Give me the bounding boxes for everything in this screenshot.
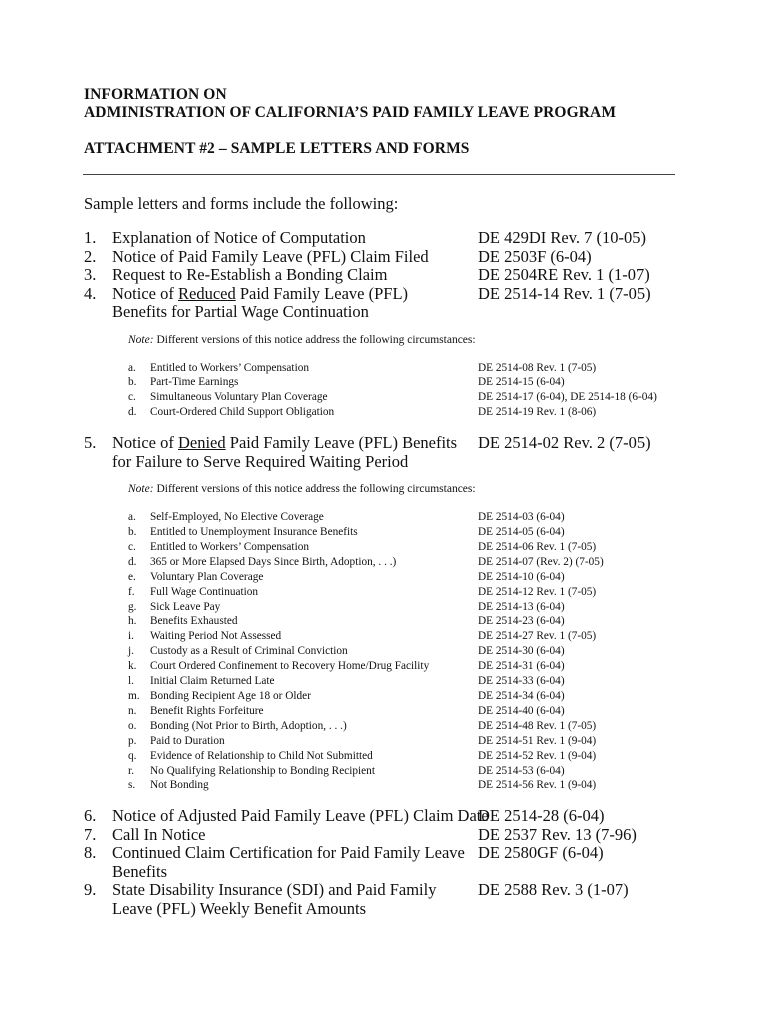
- title-text: Paid Family Leave (PFL) Benefits for Partial Wage Continuation: [112, 283, 409, 321]
- sub-text: Bonding (Not Prior to Birth, Adoption, . . .): [150, 719, 347, 732]
- sub-letter: c.: [128, 391, 136, 404]
- sub-list-item: [84, 525, 704, 540]
- sub-form-number: DE 2514-53 (6-04): [478, 764, 565, 777]
- sub-letter: h.: [128, 615, 137, 628]
- sub-letter: q.: [128, 749, 137, 762]
- sub-form-number: DE 2514-06 Rev. 1 (7-05): [478, 540, 597, 553]
- sub-letter: e.: [128, 570, 136, 583]
- item-title: Explanation of Notice of Computation: [112, 228, 366, 247]
- item-form-number: DE 2504RE Rev. 1 (1-07): [478, 265, 650, 284]
- sub-form-number: DE 2514-56 Rev. 1 (9-04): [478, 779, 597, 792]
- sub-list-item: [84, 734, 704, 749]
- divider-rule: [83, 174, 675, 175]
- sub-list-item: [84, 719, 704, 734]
- sub-form-number: DE 2514-15 (6-04): [478, 376, 565, 389]
- sub-letter: n.: [128, 704, 137, 717]
- sub-letter: c.: [128, 540, 136, 553]
- sub-text: Part-Time Earnings: [150, 376, 239, 389]
- sub-letter: b.: [128, 376, 137, 389]
- sub-text: Sick Leave Pay: [150, 600, 221, 613]
- sub-list-item: [84, 674, 704, 689]
- title-emphasis: Reduced: [177, 283, 236, 303]
- item-number: 5.: [84, 433, 97, 453]
- item-number: 8.: [84, 843, 97, 863]
- sub-list-item: [84, 361, 704, 376]
- sub-letter: l.: [128, 675, 134, 688]
- sub-letter: a.: [128, 361, 136, 374]
- sub-form-number: DE 2514-27 Rev. 1 (7-05): [478, 630, 597, 643]
- sub-list-item: [84, 614, 704, 629]
- item-form-number: DE 2514-28 (6-04): [478, 806, 605, 826]
- header-line-2: ADMINISTRATION OF CALIFORNIA’S PAID FAMILY LEAVE PROGRAM: [84, 104, 617, 121]
- sub-form-number: DE 2514-07 (Rev. 2) (7-05): [478, 555, 604, 568]
- item-title: [112, 285, 467, 322]
- item-form-number: DE 2503F (6-04): [478, 246, 592, 266]
- item-title: Request to Re-Establish a Bonding Claim: [112, 265, 388, 284]
- item-form-number: DE 2580GF (6-04): [478, 843, 604, 863]
- sub-text: Benefit Rights Forfeiture: [150, 704, 264, 717]
- item-title: Notice of Adjusted Paid Family Leave (PFL) Claim Date: [112, 806, 489, 826]
- note-text: Different versions of this notice address the following circumstances:: [153, 333, 476, 346]
- sub-form-number: DE 2514-48 Rev. 1 (7-05): [478, 719, 597, 732]
- item-number: 7.: [84, 824, 97, 844]
- item-title: Continued Claim Certification for Paid Family Leave Benefits: [112, 843, 465, 881]
- sub-form-number: DE 2514-33 (6-04): [478, 675, 565, 688]
- sub-letter: m.: [128, 690, 140, 702]
- sub-letter: j.: [128, 645, 134, 658]
- note-label: Note:: [128, 333, 154, 346]
- note: [128, 482, 704, 496]
- sub-form-number: DE 2514-10 (6-04): [478, 570, 565, 583]
- sub-list-item: [84, 659, 704, 674]
- sub-form-number: DE 2514-08 Rev. 1 (7-05): [478, 361, 597, 374]
- item-number: 2.: [84, 246, 97, 266]
- item-title: [112, 434, 467, 471]
- sub-letter: o.: [128, 719, 137, 732]
- note-text: Different versions of this notice address the following circumstances:: [153, 483, 476, 496]
- sub-text: Not Bonding: [150, 779, 209, 792]
- sub-letter: s.: [128, 779, 136, 792]
- sub-list-item: [84, 629, 704, 644]
- list-item: [84, 266, 704, 285]
- header-line-1: INFORMATION ON: [84, 86, 227, 103]
- sub-form-number: DE 2514-13 (6-04): [478, 600, 565, 613]
- sub-letter: k.: [128, 660, 137, 673]
- item-title: Call In Notice: [112, 824, 206, 844]
- note: [128, 333, 704, 347]
- sub-text: Entitled to Workers’ Compensation: [150, 361, 309, 374]
- sub-letter: d.: [128, 406, 137, 419]
- sub-list-item: [84, 704, 704, 719]
- sub-letter: a.: [128, 511, 136, 524]
- sub-form-number: DE 2514-17 (6-04), DE 2514-18 (6-04): [478, 391, 657, 404]
- sub-text: Full Wage Continuation: [150, 585, 259, 598]
- item-number: 6.: [84, 806, 97, 826]
- sub-form-number: DE 2514-51 Rev. 1 (9-04): [478, 734, 597, 747]
- sub-text: Voluntary Plan Coverage: [150, 570, 264, 583]
- item-number: 4.: [84, 283, 97, 303]
- sub-letter: b.: [128, 526, 137, 539]
- sub-text: Bonding Recipient Age 18 or Older: [150, 690, 311, 702]
- sub-list-item: [84, 778, 704, 793]
- sub-text: Initial Claim Returned Late: [150, 675, 275, 688]
- title-text: Notice of: [112, 283, 178, 303]
- sub-letter: d.: [128, 555, 137, 568]
- item-form-number: DE 2514-14 Rev. 1 (7-05): [478, 283, 651, 303]
- sub-form-number: DE 2514-12 Rev. 1 (7-05): [478, 585, 597, 598]
- sub-list-item: [84, 555, 704, 570]
- sub-list-item: [84, 749, 704, 764]
- item-number: 1.: [84, 228, 97, 247]
- sub-text: Benefits Exhausted: [150, 615, 238, 628]
- sub-list-item: [84, 570, 704, 585]
- list-item: [84, 248, 704, 267]
- item-number: 3.: [84, 265, 97, 284]
- sub-text: Self-Employed, No Elective Coverage: [150, 511, 324, 524]
- item-number: 9.: [84, 880, 97, 900]
- sub-form-number: DE 2514-23 (6-04): [478, 615, 565, 628]
- sub-text: No Qualifying Relationship to Bonding Recipient: [150, 764, 375, 777]
- item-form-number: DE 2537 Rev. 13 (7-96): [478, 824, 637, 844]
- sub-list-item: [84, 405, 704, 420]
- sub-letter: g.: [128, 600, 137, 613]
- intro-text: Sample letters and forms include the following:: [84, 194, 399, 213]
- sub-list-item: [84, 510, 704, 525]
- sub-text: 365 or More Elapsed Days Since Birth, Adoption, . . .): [150, 555, 397, 568]
- list-item: [84, 434, 704, 471]
- sub-form-number: DE 2514-52 Rev. 1 (9-04): [478, 749, 597, 762]
- sub-text: Evidence of Relationship to Child Not Submitted: [150, 749, 373, 762]
- list-item: [84, 285, 704, 322]
- sub-form-number: DE 2514-31 (6-04): [478, 660, 565, 673]
- item-form-number: DE 2514-02 Rev. 2 (7-05): [478, 433, 651, 453]
- list-item: [84, 229, 704, 248]
- item-form-number: DE 2588 Rev. 3 (1-07): [478, 880, 629, 900]
- sub-text: Waiting Period Not Assessed: [150, 630, 282, 643]
- sub-form-number: DE 2514-30 (6-04): [478, 645, 565, 658]
- item-title: State Disability Insurance (SDI) and Paid Family Leave (PFL) Weekly Benefit Amounts: [112, 880, 437, 918]
- title-text: Paid Family Leave (PFL) Benefits for Failure to Serve Required Waiting Period: [112, 433, 458, 471]
- title-emphasis: Denied: [177, 433, 226, 453]
- sub-form-number: DE 2514-05 (6-04): [478, 526, 565, 539]
- sub-list-item: [84, 689, 704, 704]
- sub-form-number: DE 2514-40 (6-04): [478, 704, 565, 717]
- sub-text: Simultaneous Voluntary Plan Coverage: [150, 391, 328, 404]
- sub-text: Paid to Duration: [150, 734, 225, 747]
- sub-letter: f.: [128, 585, 135, 598]
- sub-list-item: [84, 540, 704, 555]
- sub-text: Entitled to Workers’ Compensation: [150, 540, 309, 553]
- list-item: [84, 807, 704, 826]
- sub-text: Court-Ordered Child Support Obligation: [150, 406, 335, 419]
- sub-text: Court Ordered Confinement to Recovery Home/Drug Facility: [150, 660, 430, 673]
- title-text: Notice of: [112, 433, 178, 453]
- item-form-number: DE 429DI Rev. 7 (10-05): [478, 228, 647, 247]
- item-title: Notice of Paid Family Leave (PFL) Claim Filed: [112, 246, 429, 266]
- list-item: [84, 844, 704, 881]
- sub-list-item: [84, 390, 704, 405]
- sub-list-item: [84, 644, 704, 659]
- sub-form-number: DE 2514-03 (6-04): [478, 511, 565, 524]
- sub-list-item: [84, 585, 704, 600]
- sub-list-item: [84, 764, 704, 779]
- sub-form-number: DE 2514-34 (6-04): [478, 690, 565, 702]
- list-item: [84, 881, 704, 918]
- sub-form-number: DE 2514-19 Rev. 1 (8-06): [478, 406, 597, 419]
- sub-text: Entitled to Unemployment Insurance Benefits: [150, 526, 358, 539]
- sub-letter: p.: [128, 734, 137, 747]
- sub-list-item: [84, 375, 704, 390]
- sub-letter: r.: [128, 764, 134, 777]
- forms-list: [84, 229, 704, 918]
- list-item: [84, 826, 704, 845]
- denied-versions-list: [84, 510, 704, 793]
- sub-text: Custody as a Result of Criminal Conviction: [150, 645, 348, 658]
- sub-letter: i.: [128, 630, 134, 643]
- note-label: Note:: [128, 483, 154, 496]
- sub-list-item: [84, 600, 704, 615]
- attachment-title: ATTACHMENT #2 – SAMPLE LETTERS AND FORMS: [84, 140, 470, 157]
